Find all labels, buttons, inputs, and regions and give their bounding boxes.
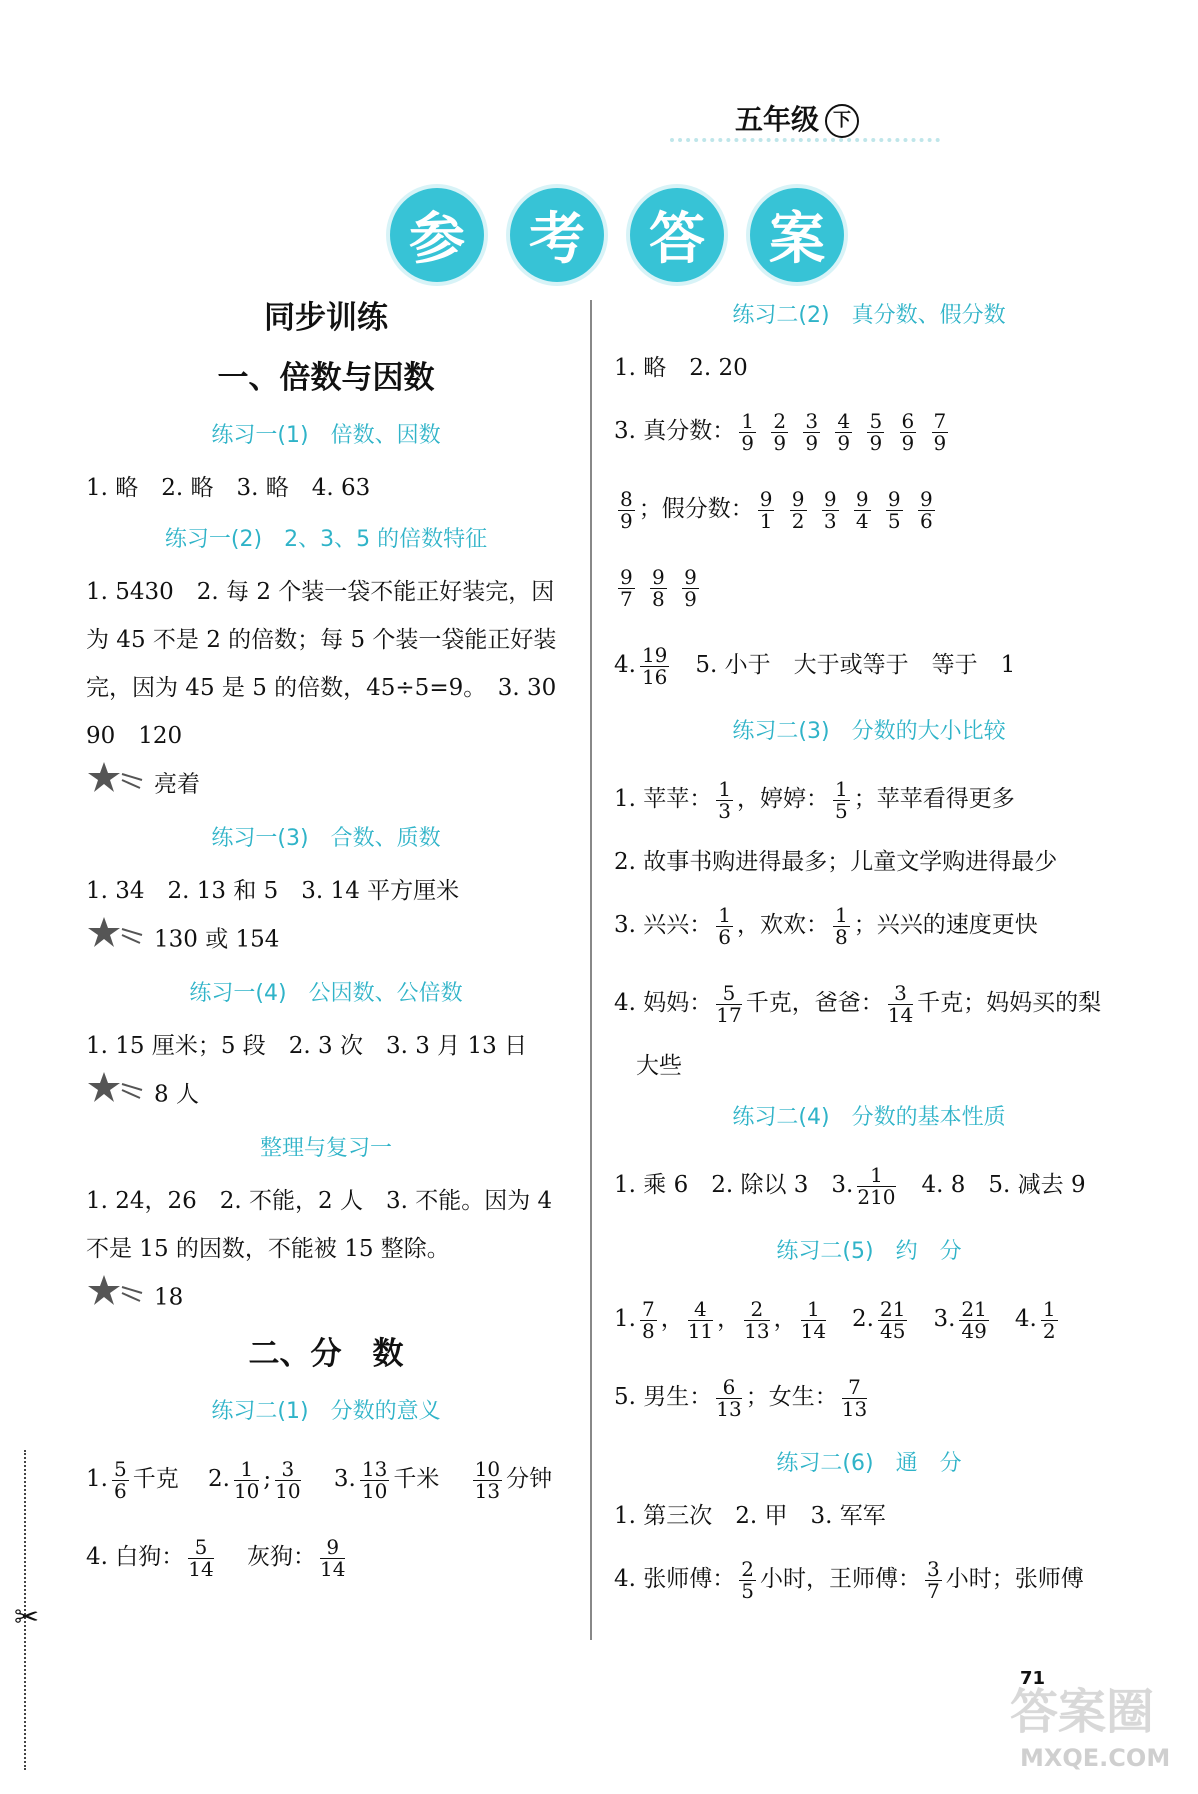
fraction: $\frac{9}{9}$ [684,564,697,611]
answer-line: 5. 男生： $\frac{6}{13}$ ；女生： $\frac{7}{13}$ [614,1374,868,1421]
answer-line: 1. 略 2. 略 3. 略 4. 63 [86,475,371,501]
fraction: $\frac{1}{3}$ [718,776,731,823]
banner-char: 案 [750,188,844,282]
fraction: $\frac{2}{9}$ [773,408,787,455]
answer-line: 1. 第三次 2. 甲 3. 军军 [614,1503,886,1529]
watermark-url: MXQE.COM [1020,1744,1171,1772]
fraction: $\frac{4}{9}$ [837,408,851,455]
star-answer: 亮着 [86,760,566,811]
fraction: $\frac{5}{17}$ [716,980,742,1027]
fraction: $\frac{3}{10}$ [275,1456,301,1503]
fraction: $\frac{1}{2}$ [1042,1296,1056,1343]
fraction: $\frac{9}{3}$ [823,486,837,533]
fraction: $\frac{9}{2}$ [791,486,805,533]
fraction: $\frac{1}{9}$ [741,408,754,455]
fraction: $\frac{5}{6}$ [113,1456,127,1503]
answer-line: 1. 34 2. 13 和 5 3. 14 平方厘米 [86,878,460,904]
fraction: $\frac{8}{9}$ [620,486,633,533]
fraction: $\frac{5}{9}$ [869,408,883,455]
answer-line: 1. $\frac{5}{6}$ 千克 2. $\frac{1}{10}$ ; $\frac{3}{10}$ 3. $\frac{13}{10}$ 千米 $\frac{10}{13}$ 分钟 [86,1456,553,1503]
fraction: $\frac{21}{49}$ [961,1296,987,1343]
star-icon [86,760,146,811]
unit-title: 二、分 数 [248,1336,404,1372]
fraction: $\frac{9}{4}$ [855,486,869,533]
fraction: $\frac{9}{7}$ [620,564,633,611]
answer-line: 1. 略 2. 20 [614,355,748,381]
fraction: $\frac{5}{14}$ [188,1534,214,1581]
exercise-heading: 练习一(2) 2、3、5 的倍数特征 [164,527,488,552]
star-icon [86,1273,146,1324]
answer-line: 3. 真分数： $\frac{1}{9}$ $\frac{2}{9}$ $\frac{3}{9}$ $\frac{4}{9}$ $\frac{5}{9}$ $\frac{6}{9}$ $\frac{7}{9}$ [614,408,947,455]
exercise-heading: 练习二(2) 真分数、假分数 [732,303,1006,328]
volume-badge: 下 [825,104,859,138]
dotted-rule [670,138,940,142]
exercise-heading: 练习二(5) 约 分 [776,1239,962,1264]
banner-char: 考 [510,188,604,282]
answer-line: 大些 [636,1053,682,1079]
star-icon [86,1070,146,1121]
column-divider [590,300,592,1640]
banner-char: 答 [630,188,724,282]
scissors-icon: ✂ [14,1600,40,1635]
exercise-heading: 练习二(3) 分数的大小比较 [732,719,1006,744]
fraction: $\frac{1}{6}$ [718,902,731,949]
fraction: $\frac{1}{14}$ [800,1296,827,1343]
exercise-heading: 练习二(4) 分数的基本性质 [732,1105,1006,1130]
exercise-heading: 练习二(1) 分数的意义 [211,1399,441,1424]
exercise-heading: 练习一(1) 倍数、因数 [211,423,441,448]
fraction: $\frac{9}{8}$ [652,564,665,611]
right-column [614,288,1124,1618]
answer-line: 2. 故事书购进得最多；儿童文学购进得最少 [614,849,1058,875]
fraction: $\frac{1}{210}$ [857,1162,896,1209]
answer-line: 4. $\frac{19}{16}$ 5. 小于 大于或等于 等于 1 [614,642,1016,689]
answer-line: 4. 白狗： $\frac{5}{14}$ 灰狗： $\frac{9}{14}$ [86,1534,346,1581]
fraction: $\frac{4}{11}$ [687,1296,714,1343]
fraction: $\frac{1}{10}$ [233,1456,260,1503]
star-answer: 130 或 154 [86,915,566,966]
fraction: $\frac{7}{9}$ [933,408,947,455]
banner-char: 参 [390,188,484,282]
fraction: $\frac{3}{9}$ [805,408,819,455]
fraction: $\frac{3}{7}$ [927,1556,940,1603]
star-answer: 18 [86,1273,566,1324]
answer-line: 3. 兴兴： $\frac{1}{6}$ ，欢欢： $\frac{1}{8}$ ；兴兴的速度更快 [614,902,1038,949]
fraction: $\frac{2}{5}$ [741,1556,754,1603]
fraction: $\frac{7}{13}$ [841,1374,868,1421]
fraction: $\frac{13}{10}$ [361,1456,388,1503]
star-icon [86,915,146,966]
fraction: $\frac{10}{13}$ [474,1456,501,1503]
grade-label: 五年级 下 [735,98,859,138]
answer-line: 1. 15 厘米；5 段 2. 3 次 3. 3 月 13 日 [86,1033,528,1059]
fraction: $\frac{6}{9}$ [901,408,915,455]
fraction: $\frac{19}{16}$ [641,642,668,689]
fraction: $\frac{21}{45}$ [880,1296,906,1343]
exercise-heading: 练习一(3) 合数、质数 [211,826,441,851]
star-answer: 8 人 [86,1070,566,1121]
answer-line: 4. 张师傅： $\frac{2}{5}$ 小时，王师傅： $\frac{3}{7}$ 小时；张师傅 [614,1556,1084,1603]
answer-line: 1. $\frac{7}{8}$ ， $\frac{4}{11}$ ， $\frac{2}{13}$ ， $\frac{1}{14}$ 2. $\frac{21}{45}$ 3. $\frac{21}{49}$ 4. $\frac{1}{2}$ [614,1296,1056,1343]
answer-line: 1. 24，26 2. 不能，2 人 3. 不能。因为 4 不是 15 的因数，不能被 15 整除。 [86,1188,553,1262]
exercise-heading: 练习二(6) 通 分 [776,1451,962,1476]
page-number: 71 [1020,1668,1046,1689]
fraction: $\frac{9}{6}$ [919,486,933,533]
exercise-heading: 练习一(4) 公因数、公倍数 [189,981,463,1006]
fraction: $\frac{2}{13}$ [744,1296,770,1343]
section-title: 同步训练 [264,300,388,336]
answer-line: 4. 妈妈： $\frac{5}{17}$ 千克，爸爸： $\frac{3}{14}$ 千克；妈妈买的梨 [614,980,1102,1027]
fraction: $\frac{1}{8}$ [835,902,848,949]
watermark-logo: 答案圈 [1010,1684,1155,1740]
fraction: $\frac{3}{14}$ [887,980,914,1027]
left-column [86,288,580,1596]
fraction: $\frac{7}{8}$ [641,1296,655,1343]
answer-line: 1. 乘 6 2. 除以 3 3. $\frac{1}{210}$ 4. 8 5. 减去 9 [614,1162,1086,1209]
answer-line: 1. 苹苹： $\frac{1}{3}$ ，婷婷： $\frac{1}{5}$ ；苹苹看得更多 [614,776,1015,823]
unit-title: 一、倍数与因数 [217,360,435,396]
answer-line: $\frac{8}{9}$ ；假分数： $\frac{9}{1}$ $\frac{9}{2}$ $\frac{9}{3}$ $\frac{9}{4}$ $\frac{9}{5}$ $\frac{9}{6}$ [620,486,933,533]
fraction: $\frac{9}{1}$ [759,486,773,533]
fraction: $\frac{1}{5}$ [835,776,848,823]
exercise-heading: 整理与复习一 [259,1136,392,1161]
answer-line [614,548,1124,626]
answer-line: 1. 5430 2. 每 2 个装一袋不能正好装完，因为 45 不是 2 的倍数；每 5 个装一袋能正好装完，因为 45 是 5 的倍数，45÷5=9。 3. 30 90 120 [86,579,580,749]
answer-banner [390,188,844,282]
fraction: $\frac{6}{13}$ [716,1374,742,1421]
fraction: $\frac{9}{5}$ [887,486,901,533]
fraction: $\frac{9}{14}$ [320,1534,346,1581]
